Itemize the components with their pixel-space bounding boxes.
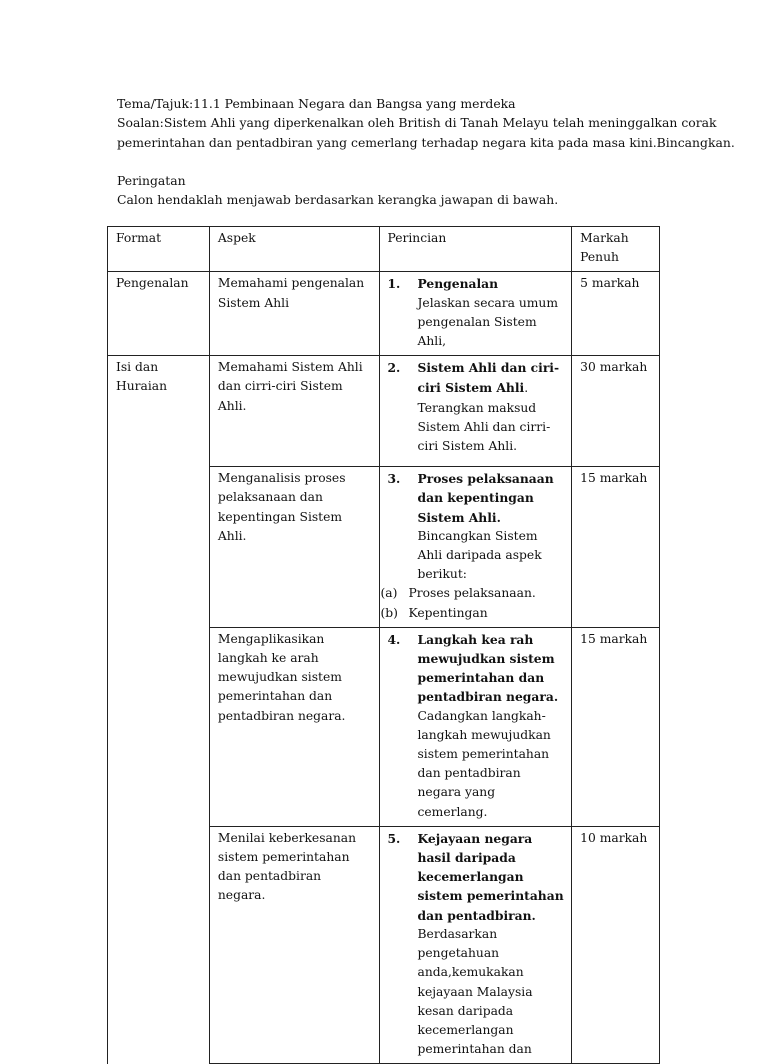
question-line-1: Soalan:Sistem Ahli yang diperkenalkan oleh British di Tanah Melayu telah meninggalkan corak (117, 115, 717, 131)
perincian-cell (379, 356, 572, 467)
aspek-cell: Memahami pengenalan Sistem Ahli (209, 272, 379, 356)
perincian-cell (379, 826, 572, 1063)
format-cell: Pengenalan (108, 272, 210, 356)
markah-cell: 30 markah (572, 356, 660, 467)
item-number: 2. (387, 360, 401, 376)
item-title-end: . (524, 381, 529, 396)
item-detail: Jelaskan secara umum pengenalan Sistem Ahli, (417, 295, 558, 349)
item-title: Sistem Ahli dan ciri-ciri Sistem Ahli (417, 360, 560, 396)
item-title: Langkah kea rah mewujudkan sistem pemerintahan dan pentadbiran negara. (417, 631, 559, 705)
markah-cell: 5 markah (572, 272, 660, 356)
sub-item (381, 604, 565, 623)
table-row (108, 356, 660, 467)
aspek-cell: Menilai keberkesanan sistem pemerintahan dan pentadbiran negara. (209, 826, 379, 1063)
question-line-2: pemerintahan dan pentadbiran yang cemerlang terhadap negara kita pada masa kini.Bincangkan. (117, 134, 735, 150)
notice-text: Calon hendaklah menjawab berdasarkan kerangka jawapan di bawah. (117, 192, 559, 208)
notice-title: Peringatan (117, 172, 186, 188)
item-title: Kejayaan negara hasil daripada kecemerlangan sistem pemerintahan dan pentadbiran. (417, 830, 564, 923)
perincian-cell (379, 627, 572, 826)
markah-cell: 15 markah (572, 467, 660, 628)
item-detail: Terangkan maksud Sistem Ahli dan cirri-ciri Sistem Ahli. (417, 400, 551, 454)
item-number: 5. (387, 830, 401, 846)
perincian-cell (379, 272, 572, 356)
topic-line: Tema/Tajuk:11.1 Pembinaan Negara dan Bangsa yang merdeka (117, 96, 516, 111)
header-format: Format (108, 227, 210, 272)
item-detail: Cadangkan langkah-langkah mewujudkan sistem pemerintahan dan pentadbiran negara yang cemerlang. (417, 708, 551, 819)
header-perincian: Perincian (379, 227, 572, 272)
item-detail: Bincangkan Sistem Ahli daripada aspek berikut: (417, 528, 542, 582)
item-title: Proses pelaksanaan dan kepentingan Sistem Ahli. (417, 471, 554, 525)
item-number: 4. (387, 631, 401, 647)
header-aspek: Aspek (209, 227, 379, 272)
item-number: 1. (387, 276, 401, 292)
aspek-cell: Memahami Sistem Ahli dan cirri-ciri Sistem Ahli. (209, 356, 379, 467)
markah-cell: 10 markah (572, 826, 660, 1063)
answer-framework-table (107, 226, 660, 1064)
table-row (108, 272, 660, 356)
markah-cell: 15 markah (572, 627, 660, 826)
sub-item (381, 584, 565, 603)
sub-item-label: (b) (380, 605, 398, 620)
aspek-cell: Mengaplikasikan langkah ke arah mewujudkan sistem pemerintahan dan pentadbiran negara. (209, 627, 379, 826)
item-detail: Berdasarkan pengetahuan anda,kemukakan kejayaan Malaysia kesan daripada kecemerlangan pemerintahan dan (417, 926, 533, 1057)
item-number: 3. (387, 471, 401, 487)
aspek-cell: Menganalisis proses pelaksanaan dan kepentingan Sistem Ahli. (209, 467, 379, 628)
sub-item-text: Kepentingan (408, 605, 488, 620)
intro-block (117, 94, 735, 209)
table-header-row (108, 227, 660, 272)
sub-item-label: (a) (380, 586, 398, 601)
perincian-cell (379, 467, 572, 628)
format-cell: Isi dan Huraian (108, 356, 210, 1064)
header-markah: Markah Penuh (572, 227, 660, 272)
item-title: Pengenalan (417, 276, 499, 292)
sub-item-text: Proses pelaksanaan. (408, 586, 536, 601)
